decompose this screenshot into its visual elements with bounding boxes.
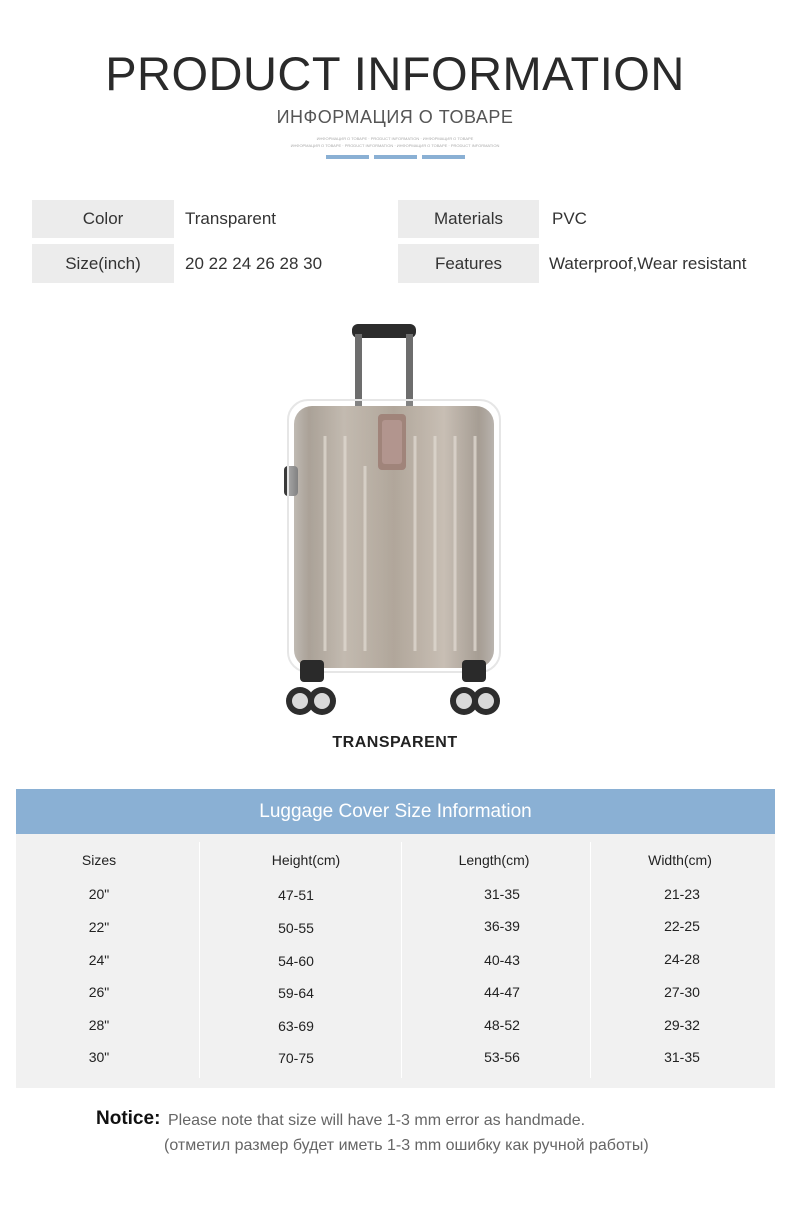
title-underline-bars — [0, 155, 790, 159]
table-cell-height: 50-55 — [278, 920, 314, 936]
size-table — [16, 834, 775, 1088]
suitcase-product-image — [270, 316, 520, 721]
column-divider — [590, 842, 591, 1078]
table-cell-height: 54-60 — [278, 953, 314, 969]
product-caption: TRANSPARENT — [332, 734, 458, 751]
spec-value-materials: PVC — [552, 209, 587, 228]
table-cell-size: 20" — [88, 886, 110, 902]
table-cell-length: 44-47 — [484, 984, 520, 1000]
table-cell-width: 31-35 — [664, 1049, 700, 1065]
decorative-text-line: ИНФОРМАЦИЯ О ТОВАРЕ · PRODUCT INFORMATION · ИНФОРМАЦИЯ О ТОВАРЕ · PRODUCT INFORMATION — [290, 143, 500, 148]
underline-bar — [326, 155, 369, 159]
column-header-width: Width(cm) — [648, 852, 712, 868]
notice-label: Notice: — [96, 1108, 161, 1129]
notice-text-english: Please note that size will have 1-3 mm error as handmade. — [168, 1112, 586, 1129]
spec-label-materials: Materials — [398, 200, 539, 238]
table-cell-length: 31-35 — [484, 886, 520, 902]
underline-bar — [422, 155, 465, 159]
page-subtitle: ИНФОРМАЦИЯ О ТОВАРЕ — [276, 107, 514, 127]
table-cell-length: 48-52 — [484, 1017, 520, 1033]
table-cell-length: 53-56 — [484, 1049, 520, 1065]
table-cell-length: 40-43 — [484, 952, 520, 968]
size-table-title: Luggage Cover Size Information — [16, 789, 775, 834]
table-cell-size: 30" — [88, 1049, 110, 1065]
table-cell-width: 21-23 — [664, 886, 700, 902]
notice-text-russian: (отметил размер будет иметь 1-3 mm ошибку как ручной работы) — [164, 1137, 649, 1154]
table-cell-height: 70-75 — [278, 1050, 314, 1066]
table-cell-width: 24-28 — [664, 951, 700, 967]
column-divider — [199, 842, 200, 1078]
column-divider — [401, 842, 402, 1078]
table-cell-size: 28" — [88, 1017, 110, 1033]
column-header-sizes: Sizes — [81, 852, 117, 868]
underline-bar — [374, 155, 417, 159]
table-cell-height: 63-69 — [278, 1018, 314, 1034]
table-cell-height: 59-64 — [278, 985, 314, 1001]
spec-label-features: Features — [398, 244, 539, 283]
table-cell-width: 29-32 — [664, 1017, 700, 1033]
spec-label-size: Size(inch) — [32, 244, 174, 283]
spec-value-size: 20 22 24 26 28 30 — [185, 253, 323, 273]
table-cell-width: 27-30 — [664, 984, 700, 1000]
decorative-text-line: ИНФОРМАЦИЯ О ТОВАРЕ · PRODUCT INFORMATION · ИНФОРМАЦИЯ О ТОВАРЕ — [316, 136, 474, 141]
spec-value-features: Waterproof,Wear resistant — [549, 253, 747, 273]
spec-value-color: Transparent — [185, 209, 277, 228]
page-title: PRODUCT INFORMATION — [105, 47, 685, 100]
table-cell-length: 36-39 — [484, 918, 520, 934]
table-cell-width: 22-25 — [664, 918, 700, 934]
spec-label-color: Color — [32, 200, 174, 238]
column-header-height: Height(cm) — [271, 852, 341, 868]
table-cell-size: 26" — [88, 984, 110, 1000]
column-header-length: Length(cm) — [458, 852, 530, 868]
table-cell-height: 47-51 — [278, 887, 314, 903]
table-cell-size: 24" — [88, 952, 110, 968]
table-cell-size: 22" — [88, 919, 110, 935]
